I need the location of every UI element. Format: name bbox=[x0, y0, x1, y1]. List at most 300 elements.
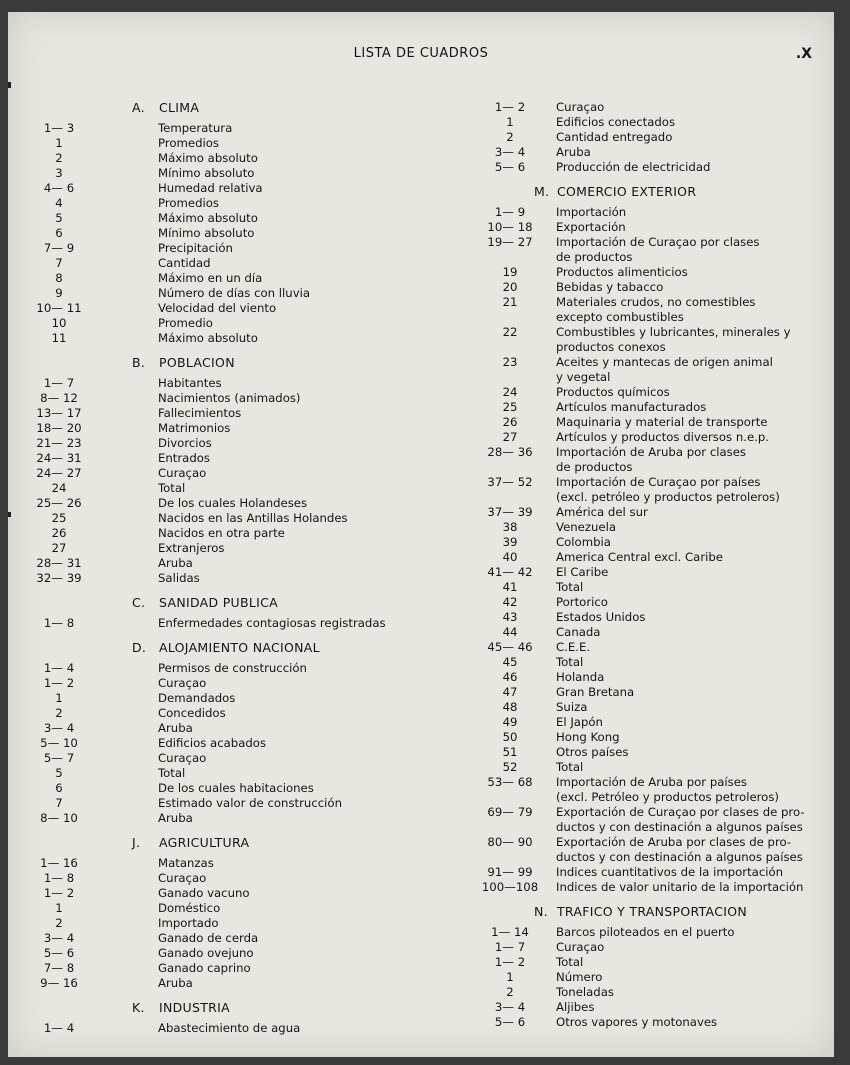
table-number: 18— 20 bbox=[36, 421, 82, 435]
table-title: Total bbox=[556, 655, 584, 669]
list-item bbox=[24, 901, 454, 916]
table-number: 40 bbox=[502, 550, 518, 564]
table-number: 5— 6 bbox=[494, 160, 526, 174]
table-title: Curaçao bbox=[556, 940, 605, 954]
table-title: América del sur bbox=[556, 505, 648, 519]
table-title: Cantidad entregado bbox=[556, 130, 673, 144]
table-title: Aruba bbox=[158, 811, 193, 825]
table-number: 24— 27 bbox=[36, 466, 82, 480]
table-number: 91— 99 bbox=[487, 865, 533, 879]
table-title: Productos químicos bbox=[556, 385, 670, 399]
table-number: 4 bbox=[55, 196, 63, 210]
section-title: TRAFICO Y TRANSPORTACION bbox=[557, 904, 747, 919]
list-item bbox=[24, 676, 454, 691]
table-number: 1— 7 bbox=[43, 376, 75, 390]
list-item bbox=[454, 820, 834, 835]
list-item bbox=[24, 871, 454, 886]
section-heading bbox=[24, 100, 454, 115]
table-number: 25 bbox=[502, 400, 518, 414]
table-number: 37— 52 bbox=[487, 475, 533, 489]
list-item bbox=[24, 661, 454, 676]
list-item bbox=[454, 550, 834, 565]
list-item bbox=[24, 751, 454, 766]
table-title: Curaçao bbox=[158, 751, 207, 765]
table-title: Ganado vacuno bbox=[158, 886, 250, 900]
list-item bbox=[454, 145, 834, 160]
section-letter: N. bbox=[534, 904, 548, 919]
table-title: Promedios bbox=[158, 136, 220, 150]
table-number: 28— 36 bbox=[487, 445, 533, 459]
table-title: ductos y con destinación a algunos países bbox=[556, 850, 803, 864]
list-item bbox=[24, 421, 454, 436]
section-letter: B. bbox=[132, 355, 146, 370]
list-item bbox=[24, 196, 454, 211]
table-title: De los cuales Holandeses bbox=[158, 496, 308, 510]
table-title: Máximo absoluto bbox=[158, 331, 258, 345]
table-number: 80— 90 bbox=[487, 835, 533, 849]
table-title: De los cuales habitaciones bbox=[158, 781, 314, 795]
table-title: (excl. Petróleo y productos petroleros) bbox=[556, 790, 779, 804]
list-item bbox=[454, 430, 834, 445]
list-item bbox=[24, 481, 454, 496]
table-number: 27 bbox=[51, 541, 67, 555]
table-number: 1— 9 bbox=[494, 205, 526, 219]
table-number: 52 bbox=[502, 760, 518, 774]
table-number: 2 bbox=[506, 130, 514, 144]
table-number: 5— 6 bbox=[43, 946, 75, 960]
table-number: 38 bbox=[502, 520, 518, 534]
table-number: 24— 31 bbox=[36, 451, 82, 465]
section-title: POBLACION bbox=[159, 355, 235, 370]
table-title: Importación de Aruba por clases bbox=[556, 445, 747, 459]
list-item bbox=[454, 940, 834, 955]
section-title: COMERCIO EXTERIOR bbox=[557, 184, 697, 199]
list-item bbox=[454, 745, 834, 760]
list-item bbox=[454, 445, 834, 460]
list-item bbox=[454, 850, 834, 865]
table-title: Artículos manufacturados bbox=[556, 400, 707, 414]
table-title: Enfermedades contagiosas registradas bbox=[158, 616, 386, 630]
table-title: Importación de Curaçao por clases bbox=[556, 235, 760, 249]
right-column bbox=[454, 100, 834, 1030]
table-number: 2 bbox=[55, 916, 63, 930]
list-item bbox=[24, 181, 454, 196]
table-number: 6 bbox=[55, 781, 63, 795]
section-title: ALOJAMIENTO NACIONAL bbox=[159, 640, 320, 655]
table-title: Curaçao bbox=[158, 871, 207, 885]
table-title: Toneladas bbox=[556, 985, 614, 999]
table-number: 1 bbox=[506, 970, 514, 984]
list-item bbox=[454, 985, 834, 1000]
table-number: 2 bbox=[506, 985, 514, 999]
table-title: Matrimonios bbox=[158, 421, 231, 435]
page-number: .X bbox=[795, 46, 812, 62]
table-title: Aruba bbox=[556, 145, 591, 159]
table-title: Importación bbox=[556, 205, 627, 219]
section-letter: M. bbox=[534, 184, 550, 199]
list-item bbox=[24, 166, 454, 181]
list-item bbox=[24, 976, 454, 991]
table-number: 19 bbox=[502, 265, 518, 279]
list-item bbox=[24, 301, 454, 316]
table-number: 5— 6 bbox=[494, 1015, 526, 1029]
list-item bbox=[454, 265, 834, 280]
section-heading bbox=[454, 184, 834, 199]
table-title: productos conexos bbox=[556, 340, 666, 354]
list-item bbox=[24, 856, 454, 871]
table-title: Abastecimiento de agua bbox=[158, 1021, 301, 1035]
table-number: 5 bbox=[55, 211, 63, 225]
table-title: Estimado valor de construcción bbox=[158, 796, 342, 810]
list-item bbox=[24, 391, 454, 406]
table-title: Precipitación bbox=[158, 241, 233, 255]
table-title: Demandados bbox=[158, 691, 236, 705]
list-item bbox=[24, 466, 454, 481]
list-item bbox=[24, 1021, 454, 1036]
table-number: 3— 4 bbox=[43, 931, 75, 945]
margin-mark bbox=[8, 512, 11, 517]
list-item bbox=[24, 526, 454, 541]
list-item bbox=[454, 700, 834, 715]
list-item bbox=[24, 616, 454, 631]
list-item bbox=[24, 121, 454, 136]
table-number: 7— 8 bbox=[43, 961, 75, 975]
section-letter: C. bbox=[132, 595, 146, 610]
table-number: 8 bbox=[55, 271, 63, 285]
table-number: 8— 12 bbox=[40, 391, 78, 405]
table-number: 42 bbox=[502, 595, 518, 609]
table-title: Cantidad bbox=[158, 256, 211, 270]
table-number: 39 bbox=[502, 535, 518, 549]
table-number: 100—108 bbox=[481, 880, 539, 894]
table-title: Divorcios bbox=[158, 436, 212, 450]
list-item bbox=[454, 925, 834, 940]
list-item bbox=[454, 565, 834, 580]
list-item bbox=[454, 460, 834, 475]
table-title: Artículos y productos diversos n.e.p. bbox=[556, 430, 769, 444]
list-item bbox=[24, 211, 454, 226]
section-title: AGRICULTURA bbox=[159, 835, 250, 850]
table-number: 1— 2 bbox=[43, 886, 75, 900]
section-letter: J. bbox=[132, 835, 141, 850]
table-number: 23 bbox=[502, 355, 518, 369]
table-number: 7— 9 bbox=[43, 241, 75, 255]
table-title: Aljibes bbox=[556, 1000, 595, 1014]
table-number: 44 bbox=[502, 625, 518, 639]
list-item bbox=[24, 286, 454, 301]
table-number: 1 bbox=[55, 901, 63, 915]
table-number: 1— 2 bbox=[43, 676, 75, 690]
list-item bbox=[24, 811, 454, 826]
table-number: 1— 8 bbox=[43, 616, 75, 630]
table-title: Curaçao bbox=[158, 676, 207, 690]
table-number: 69— 79 bbox=[487, 805, 533, 819]
list-item bbox=[454, 160, 834, 175]
table-number: 9 bbox=[55, 286, 63, 300]
table-title: Hong Kong bbox=[556, 730, 620, 744]
table-title: Productos alimenticios bbox=[556, 265, 688, 279]
list-item bbox=[454, 250, 834, 265]
section-title: INDUSTRIA bbox=[159, 1000, 231, 1015]
table-title: Portorico bbox=[556, 595, 608, 609]
table-number: 5— 10 bbox=[40, 736, 78, 750]
list-item bbox=[454, 280, 834, 295]
table-title: Combustibles y lubricantes, minerales y bbox=[556, 325, 791, 339]
list-item bbox=[454, 1000, 834, 1015]
list-item bbox=[24, 226, 454, 241]
section-heading bbox=[24, 595, 454, 610]
list-item bbox=[454, 205, 834, 220]
list-item bbox=[24, 316, 454, 331]
list-item bbox=[454, 475, 834, 490]
list-item bbox=[24, 916, 454, 931]
table-title: Otros vapores y motonaves bbox=[556, 1015, 718, 1029]
table-title: Exportación de Aruba por clases de pro- bbox=[556, 835, 792, 849]
table-number: 26 bbox=[51, 526, 67, 540]
list-item bbox=[24, 541, 454, 556]
table-title: Aruba bbox=[158, 721, 193, 735]
table-title: Nacidos en las Antillas Holandes bbox=[158, 511, 348, 525]
section-heading bbox=[24, 355, 454, 370]
table-number: 1— 4 bbox=[43, 1021, 75, 1035]
table-number: 27 bbox=[502, 430, 518, 444]
table-number: 32— 39 bbox=[36, 571, 82, 585]
list-item bbox=[24, 376, 454, 391]
table-title: Mínimo absoluto bbox=[158, 226, 255, 240]
table-title: Aceites y mantecas de origen animal bbox=[556, 355, 773, 369]
table-number: 1— 2 bbox=[494, 955, 526, 969]
table-title: Importado bbox=[158, 916, 219, 930]
table-title: Curaçao bbox=[556, 100, 605, 114]
list-item bbox=[454, 865, 834, 880]
table-number: 22 bbox=[502, 325, 518, 339]
table-title: Permisos de construcción bbox=[158, 661, 307, 675]
table-title: Exportación bbox=[556, 220, 626, 234]
table-title: de productos bbox=[556, 250, 633, 264]
table-title: Promedio bbox=[158, 316, 213, 330]
table-number: 1— 8 bbox=[43, 871, 75, 885]
list-item bbox=[454, 835, 834, 850]
table-number: 4— 6 bbox=[43, 181, 75, 195]
table-number: 43 bbox=[502, 610, 518, 624]
list-item bbox=[454, 970, 834, 985]
list-item bbox=[24, 331, 454, 346]
table-number: 1— 14 bbox=[491, 925, 529, 939]
table-title: Colombia bbox=[556, 535, 611, 549]
list-item bbox=[454, 400, 834, 415]
table-number: 49 bbox=[502, 715, 518, 729]
table-number: 24 bbox=[502, 385, 518, 399]
list-item bbox=[454, 505, 834, 520]
list-item bbox=[24, 706, 454, 721]
list-item bbox=[454, 535, 834, 550]
table-number: 3— 4 bbox=[494, 145, 526, 159]
table-title: Total bbox=[556, 760, 584, 774]
table-number: 1— 16 bbox=[40, 856, 78, 870]
list-item bbox=[24, 136, 454, 151]
list-item bbox=[454, 1015, 834, 1030]
list-item bbox=[24, 961, 454, 976]
table-number: 48 bbox=[502, 700, 518, 714]
table-number: 2 bbox=[55, 706, 63, 720]
list-item bbox=[454, 625, 834, 640]
table-title: Máximo absoluto bbox=[158, 151, 258, 165]
section-letter: A. bbox=[132, 100, 145, 115]
table-title: Humedad relativa bbox=[158, 181, 263, 195]
table-title: Producción de electricidad bbox=[556, 160, 711, 174]
table-number: 45 bbox=[502, 655, 518, 669]
table-title: Ganado de cerda bbox=[158, 931, 259, 945]
table-number: 45— 46 bbox=[487, 640, 533, 654]
list-item bbox=[24, 556, 454, 571]
table-title: El Japón bbox=[556, 715, 603, 729]
list-item bbox=[24, 571, 454, 586]
list-item bbox=[24, 511, 454, 526]
table-title: Total bbox=[556, 955, 584, 969]
table-title: Entrados bbox=[158, 451, 211, 465]
document-page bbox=[8, 12, 834, 1057]
table-number: 1— 2 bbox=[494, 100, 526, 114]
table-number: 28— 31 bbox=[36, 556, 82, 570]
table-title: Máximo absoluto bbox=[158, 211, 258, 225]
list-item bbox=[454, 655, 834, 670]
list-item bbox=[24, 781, 454, 796]
table-title: Bebidas y tabacco bbox=[556, 280, 664, 294]
list-item bbox=[454, 715, 834, 730]
table-number: 8— 10 bbox=[40, 811, 78, 825]
table-number: 47 bbox=[502, 685, 518, 699]
table-number: 21 bbox=[502, 295, 518, 309]
table-title: Edificios conectados bbox=[556, 115, 676, 129]
table-number: 7 bbox=[55, 796, 63, 810]
table-title: Nacidos en otra parte bbox=[158, 526, 285, 540]
table-number: 10— 11 bbox=[36, 301, 82, 315]
table-title: Habitantes bbox=[158, 376, 222, 390]
list-item bbox=[24, 256, 454, 271]
table-title: Indices cuantitativos de la importación bbox=[556, 865, 784, 879]
table-number: 1 bbox=[55, 691, 63, 705]
table-title: Número bbox=[556, 970, 603, 984]
table-title: Indices de valor unitario de la importación bbox=[556, 880, 804, 894]
list-item bbox=[24, 931, 454, 946]
table-number: 6 bbox=[55, 226, 63, 240]
table-title: Holanda bbox=[556, 670, 605, 684]
list-item bbox=[454, 220, 834, 235]
list-item bbox=[24, 496, 454, 511]
list-item bbox=[24, 241, 454, 256]
table-title: Aruba bbox=[158, 976, 193, 990]
table-number: 46 bbox=[502, 670, 518, 684]
section-heading bbox=[24, 640, 454, 655]
table-title: y vegetal bbox=[556, 370, 611, 384]
list-item bbox=[454, 115, 834, 130]
list-item bbox=[454, 385, 834, 400]
table-title: Estados Unidos bbox=[556, 610, 646, 624]
table-number: 51 bbox=[502, 745, 518, 759]
table-number: 11 bbox=[51, 331, 67, 345]
table-title: Temperatura bbox=[158, 121, 233, 135]
list-item bbox=[454, 415, 834, 430]
section-letter: K. bbox=[132, 1000, 145, 1015]
table-title: Total bbox=[158, 481, 186, 495]
table-title: Canada bbox=[556, 625, 601, 639]
list-item bbox=[24, 946, 454, 961]
table-title: Total bbox=[556, 580, 584, 594]
table-title: Barcos piloteados en el puerto bbox=[556, 925, 735, 939]
table-title: Aruba bbox=[158, 556, 193, 570]
table-title: Total bbox=[158, 766, 186, 780]
list-item bbox=[454, 730, 834, 745]
table-title: Matanzas bbox=[158, 856, 214, 870]
list-item bbox=[24, 406, 454, 421]
table-title: America Central excl. Caribe bbox=[556, 550, 723, 564]
table-title: Edificios acabados bbox=[158, 736, 267, 750]
table-title: Gran Bretana bbox=[556, 685, 635, 699]
margin-mark bbox=[8, 82, 11, 88]
list-item bbox=[454, 775, 834, 790]
table-number: 1— 4 bbox=[43, 661, 75, 675]
table-number: 2 bbox=[55, 151, 63, 165]
table-number: 25 bbox=[51, 511, 67, 525]
list-item bbox=[24, 451, 454, 466]
table-title: (excl. petróleo y productos petroleros) bbox=[556, 490, 780, 504]
table-title: Suiza bbox=[556, 700, 588, 714]
table-number: 3— 4 bbox=[43, 721, 75, 735]
table-number: 5— 7 bbox=[43, 751, 75, 765]
table-number: 24 bbox=[51, 481, 67, 495]
list-item bbox=[454, 595, 834, 610]
table-number: 1— 3 bbox=[43, 121, 75, 135]
list-item bbox=[454, 685, 834, 700]
table-title: Ganado ovejuno bbox=[158, 946, 254, 960]
list-item bbox=[454, 790, 834, 805]
list-item bbox=[454, 580, 834, 595]
list-item bbox=[454, 100, 834, 115]
table-number: 10— 18 bbox=[487, 220, 533, 234]
list-item bbox=[24, 271, 454, 286]
page-title: LISTA DE CUADROS bbox=[353, 46, 489, 61]
table-number: 19— 27 bbox=[487, 235, 533, 249]
table-number: 26 bbox=[502, 415, 518, 429]
table-title: Importación de Aruba por países bbox=[556, 775, 748, 789]
table-number: 7 bbox=[55, 256, 63, 270]
table-number: 37— 39 bbox=[487, 505, 533, 519]
list-item bbox=[454, 955, 834, 970]
table-title: de productos bbox=[556, 460, 633, 474]
list-item bbox=[24, 436, 454, 451]
table-number: 5 bbox=[55, 766, 63, 780]
table-title: Fallecimientos bbox=[158, 406, 242, 420]
table-number: 13— 17 bbox=[36, 406, 82, 420]
table-title: Salidas bbox=[158, 571, 200, 585]
list-item bbox=[454, 760, 834, 775]
table-title: Ganado caprino bbox=[158, 961, 251, 975]
table-title: Concedidos bbox=[158, 706, 226, 720]
list-item bbox=[454, 340, 834, 355]
table-number: 10 bbox=[51, 316, 67, 330]
table-title: Mínimo absoluto bbox=[158, 166, 255, 180]
list-item bbox=[24, 886, 454, 901]
list-item bbox=[454, 325, 834, 340]
table-title: El Caribe bbox=[556, 565, 609, 579]
table-title: Venezuela bbox=[556, 520, 617, 534]
left-column bbox=[24, 100, 454, 1036]
list-item bbox=[454, 355, 834, 370]
section-heading bbox=[24, 835, 454, 850]
section-heading bbox=[454, 904, 834, 919]
table-title: Doméstico bbox=[158, 901, 221, 915]
section-heading bbox=[24, 1000, 454, 1015]
